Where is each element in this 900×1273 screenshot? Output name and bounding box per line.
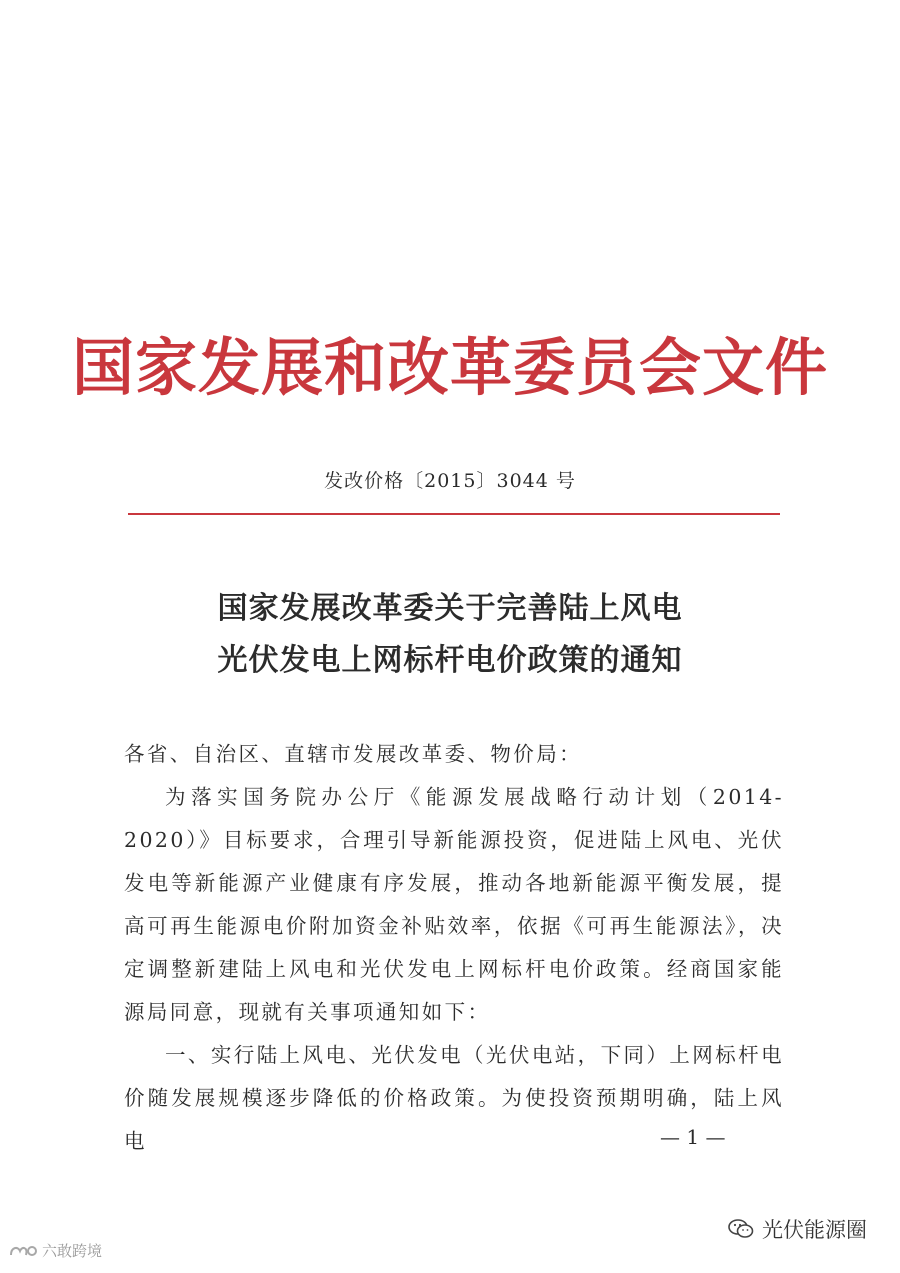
watermark-right-text: 光伏能源圈 (762, 1218, 867, 1242)
watermark-right (728, 1214, 867, 1244)
paragraph: 为落实国务院办公厅《能源发展战略行动计划（2014-2020）》目标要求，合理引导新能源投资，促进陆上风电、光伏发电等新能源产业健康有序发展，推动各地新能源平衡发展，提高可再生能源电价附加资金补贴效率，依据《可再生能源法》，决定调整新建陆上风电和光伏发电上网标杆电价政策。经商国家能源局同意，现就有关事项通知如下： (124, 785, 784, 1024)
watermark-left (8, 1240, 102, 1261)
title-line-1: 国家发展改革委关于完善陆上风电 (217, 591, 683, 626)
title-line-2: 光伏发电上网标杆电价政策的通知 (217, 643, 683, 678)
document-number: 发改价格〔2015〕3044 号 (324, 470, 576, 492)
page-number: — 1 — (660, 1125, 726, 1149)
logo-mark-icon (8, 1243, 38, 1259)
watermark-left-text: 六敢跨境 (42, 1242, 103, 1260)
document-body (124, 733, 784, 1163)
red-divider (128, 513, 780, 515)
issuer-header: 国家发展和改革委员会文件 (71, 331, 828, 404)
paragraph: 一、实行陆上风电、光伏发电（光伏电站，下同）上网标杆电价随发展规模逐步降低的价格政策。为使投资预期明确，陆上风电 (124, 1043, 784, 1153)
wechat-icon (728, 1218, 754, 1240)
addressee: 各省、自治区、直辖市发展改革委、物价局： (124, 742, 582, 766)
document-title (0, 583, 900, 687)
